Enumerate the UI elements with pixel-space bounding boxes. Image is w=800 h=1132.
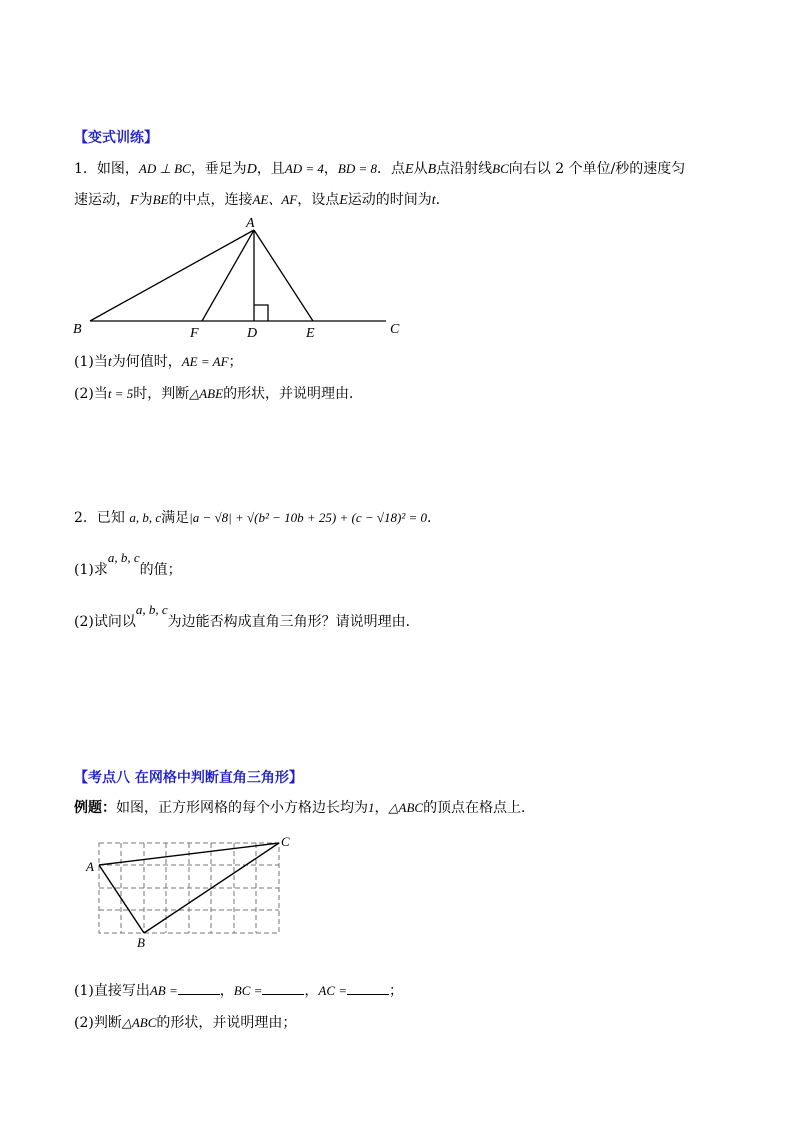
label-f: F (190, 326, 199, 341)
grid-label-a: A (86, 859, 94, 874)
grid-label-c: C (281, 834, 290, 849)
right-angle-mark (254, 305, 268, 321)
label-d: D (247, 326, 258, 341)
label-b: B (73, 322, 82, 337)
q2-stem: 2．已知 a, b, c满足|a − √8| + √(b² − 10b + 25) + (c − √18)² = 0. (74, 510, 432, 526)
q2-equation: |a − √8| + √(b² − 10b + 25) + (c − √18)² = 0 (189, 510, 427, 525)
q1-sub1: (1)当t为何值时，AE = AF； (74, 354, 243, 370)
example-grid (99, 843, 279, 933)
answer-blank-ac[interactable] (347, 994, 389, 995)
example-sub1: (1)直接写出AB = ，BC = ，AC = ； (74, 983, 404, 999)
segment-ab (90, 230, 254, 321)
example-sub2: (2)判断△ABC的形状，并说明理由； (74, 1015, 297, 1031)
grid-label-b: B (137, 935, 145, 950)
q2-sub2: (2)试问以a, b, c为边能否构成直角三角形？请说明理由． (74, 602, 420, 630)
q1-sub2: (2)当t = 5时，判断△ABE的形状，并说明理由． (74, 386, 364, 402)
q2-sub1: (1)求a, b, c的值； (74, 550, 182, 578)
segment-ae (254, 230, 313, 321)
section-heading-topic8: 【考点八 在网格中判断直角三角形】 (74, 770, 303, 786)
label-a: A (246, 216, 255, 231)
q1-stem-line2: 速运动，F为BE的中点，连接AE、AF，设点E运动的时间为t. (74, 192, 441, 208)
example-stem: 例题：如图，正方形网格的每个小方格边长均为1，△ABC的顶点在格点上． (74, 800, 536, 816)
section-heading-variant: 【变式训练】 (74, 130, 158, 146)
segment-af (202, 230, 254, 321)
label-e: E (306, 326, 315, 341)
answer-blank-ab[interactable] (178, 994, 220, 995)
label-c: C (390, 322, 400, 337)
answer-blank-bc[interactable] (262, 994, 304, 995)
q1-stem-line1: 1．如图，AD ⊥ BC，垂足为D，且AD = 4，BD = 8．点E从B点沿射线BC向右以 2 个单位/秒的速度匀 (74, 161, 686, 177)
